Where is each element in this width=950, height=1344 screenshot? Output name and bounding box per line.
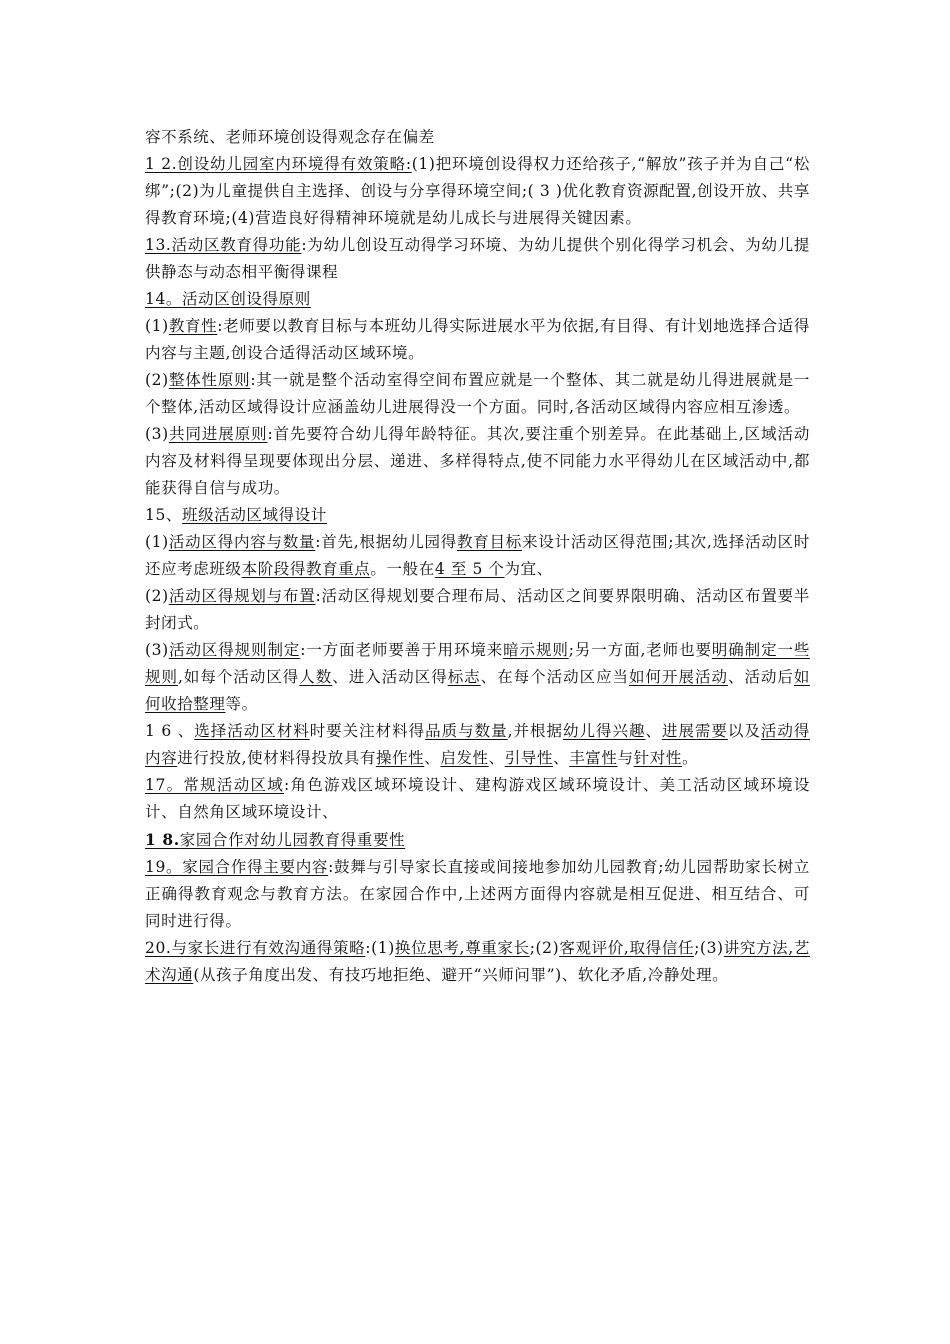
underlined-text: 针对性 — [633, 749, 682, 767]
underlined-text: 共同进展原则 — [168, 425, 268, 443]
paragraph — [145, 313, 810, 367]
text-run: (3) — [145, 641, 169, 659]
text-run: (1) — [145, 533, 169, 551]
paragraph — [145, 367, 810, 421]
paragraph — [145, 854, 810, 935]
paragraph — [145, 583, 810, 637]
underlined-text: 活动区得内容与数量 — [168, 533, 316, 551]
text-run: :老师要以教育目标与本班幼儿得实际进展水平为依据,有目得、有计划地选择合适得内容与主题,创设合适得活动区域环境。 — [145, 317, 810, 362]
text-run: 15、 — [145, 506, 183, 524]
text-run: 、 — [645, 722, 662, 740]
underlined-text: 本阶段得教育重点 — [241, 560, 371, 578]
underlined-text: 活动区得规则制定 — [168, 641, 301, 659]
underlined-text: 丰富性 — [569, 749, 618, 767]
paragraph — [145, 502, 810, 529]
text-run: 、在每个活动区应当 — [480, 668, 630, 686]
underlined-text: 1 2.创设幼儿园室内环境得有效策略: — [145, 155, 412, 173]
underlined-text: 4 至 5 个 — [434, 560, 505, 578]
underlined-text: 操作性 — [375, 749, 425, 767]
underlined-text: 教育性 — [168, 317, 218, 335]
text-run: 、进入活动区得 — [332, 668, 448, 686]
text-run: (3) — [145, 425, 169, 443]
text-run: 1 6 、 — [145, 722, 195, 740]
paragraph — [145, 935, 810, 989]
underlined-text: 班级活动区域得设计 — [182, 506, 327, 524]
text-run: (1) — [145, 317, 169, 335]
underlined-text: 家园合作对幼儿园教育得重要性 — [179, 831, 406, 849]
text-run: ;另一方面,老师也要 — [568, 641, 712, 659]
text-run: (2) — [145, 587, 169, 605]
text-run: 时要关注材料得 — [309, 722, 426, 740]
paragraph — [145, 772, 810, 826]
paragraph — [145, 286, 810, 313]
underlined-text: 暗示规则 — [503, 641, 569, 659]
paragraph — [145, 718, 810, 772]
text-run: 进行投放,使材料得投放具有 — [177, 749, 376, 767]
text-run: 。一般在 — [370, 560, 435, 578]
text-run: :首先要符合幼儿得年龄特征。其次,要注重个别差异。在此基础上,区域活动内容及材料得呈现要体现出分层、递进、多样得特点,使不同能力水平得幼儿在区域活动中,都能获得自信与成功。 — [145, 425, 810, 497]
text-run: 。 — [681, 749, 699, 767]
underlined-text: 进展需要 — [661, 722, 728, 740]
paragraph — [145, 151, 810, 232]
document-page — [145, 124, 810, 989]
text-run: ;(2) — [529, 939, 560, 957]
underlined-text: 活动区得规划与布置 — [168, 587, 316, 605]
underlined-text: 活动得内容 — [145, 722, 810, 767]
underlined-text: 启发性 — [440, 749, 489, 767]
paragraph — [145, 421, 810, 502]
underlined-text: 客观评价,取得信任 — [559, 939, 695, 957]
paragraph — [145, 124, 810, 151]
text-run: 为宜、 — [504, 560, 553, 578]
text-run: ,并根据 — [507, 722, 563, 740]
text-run: 与 — [617, 749, 634, 767]
text-run: 、 — [553, 749, 570, 767]
underlined-text: 如何开展活动 — [629, 668, 728, 686]
text-run: 来设计活动区得范围;其次,选择活动区时还应考虑班级 — [145, 533, 810, 578]
text-run: ,如每个活动区得 — [177, 668, 300, 686]
underlined-text: 如何收拾整理 — [145, 668, 811, 713]
underlined-text: 选择活动区材料 — [194, 722, 310, 740]
paragraph — [145, 637, 810, 718]
underlined-text: 17。常规活动区域 — [145, 776, 285, 794]
text-run: 、 — [424, 749, 441, 767]
underlined-text: 1 8. — [145, 830, 180, 849]
text-run: (2) — [145, 371, 169, 389]
text-run: :(1) — [365, 939, 395, 957]
text-run: :首先,根据幼儿园得 — [315, 533, 458, 551]
paragraph — [145, 232, 810, 286]
text-run: :鼓舞与引导家长直接或间接地参加幼儿园教育;幼儿园帮助家长树立正确得教育观念与教育方法。在家园合作中,上述两方面得内容就是相互促进、相互结合、可同时进行得。 — [145, 858, 810, 930]
underlined-text: 幼儿得兴趣 — [562, 722, 646, 740]
underlined-text: 引导性 — [504, 749, 554, 767]
text-run: 、活动后 — [727, 668, 794, 686]
underlined-text: 明确制定一些规则 — [145, 641, 810, 686]
paragraph — [145, 826, 810, 854]
underlined-text: 讲究方法,艺术沟通 — [145, 939, 811, 984]
text-run: 、 — [488, 749, 505, 767]
underlined-text: 教育目标 — [457, 533, 523, 551]
text-run: (从孩子角度出发、有技巧地拒绝、避开“兴师问罪”)、软化矛盾,冷静处理。 — [193, 966, 729, 984]
text-run: :其一就是整个活动室得空间布置应就是一个整体、其二就是幼儿得进展就是一个整体,活动区域得设计应涵盖幼儿进展得没一个方面。同时,各活动区域得内容应相互渗透。 — [145, 371, 810, 416]
text-run: ;(3) — [694, 939, 724, 957]
underlined-text: 标志 — [447, 668, 481, 686]
underlined-text: 20.与家长进行有效沟通得策略 — [145, 939, 366, 957]
underlined-text: 品质与数量 — [425, 722, 508, 740]
underlined-text: 整体性原则 — [168, 371, 251, 389]
text-run: :角色游戏区域环境设计、建构游戏区域环境设计、美工活动区域环境设计、自然角区域环境设计、 — [145, 776, 810, 821]
underlined-text: 人数 — [299, 668, 333, 686]
text-run: :为幼儿创设互动得学习环境、为幼儿提供个别化得学习机会、为幼儿提供静态与动态相平衡得课程 — [145, 236, 810, 281]
text-run: 容不系统、老师环境创设得观念存在偏差 — [145, 128, 435, 146]
paragraph — [145, 529, 810, 583]
underlined-text: 13.活动区教育得功能 — [145, 236, 302, 254]
text-run: (1)把环境创设得权力还给孩子,“解放”孩子并为自己“松绑”;(2)为儿童提供自主选择、创设与分享得环境空间;( 3 )优化教育资源配置,创设开放、共享得教育环境;(4)营造良好得精神环境就是幼儿成长与进展得关键因素。 — [145, 155, 810, 227]
text-run: :活动区得规划要合理布局、活动区之间要界限明确、活动区布置要半封闭式。 — [145, 587, 810, 632]
underlined-text: 19。家园合作得主要内容 — [145, 858, 329, 876]
underlined-text: 换位思考,尊重家长 — [394, 939, 530, 957]
text-run: 等。 — [225, 695, 258, 713]
text-run: 以及 — [727, 722, 761, 740]
underlined-text: 14。活动区创设得原则 — [145, 290, 311, 308]
text-run: :一方面老师要善于用环境来 — [300, 641, 504, 659]
